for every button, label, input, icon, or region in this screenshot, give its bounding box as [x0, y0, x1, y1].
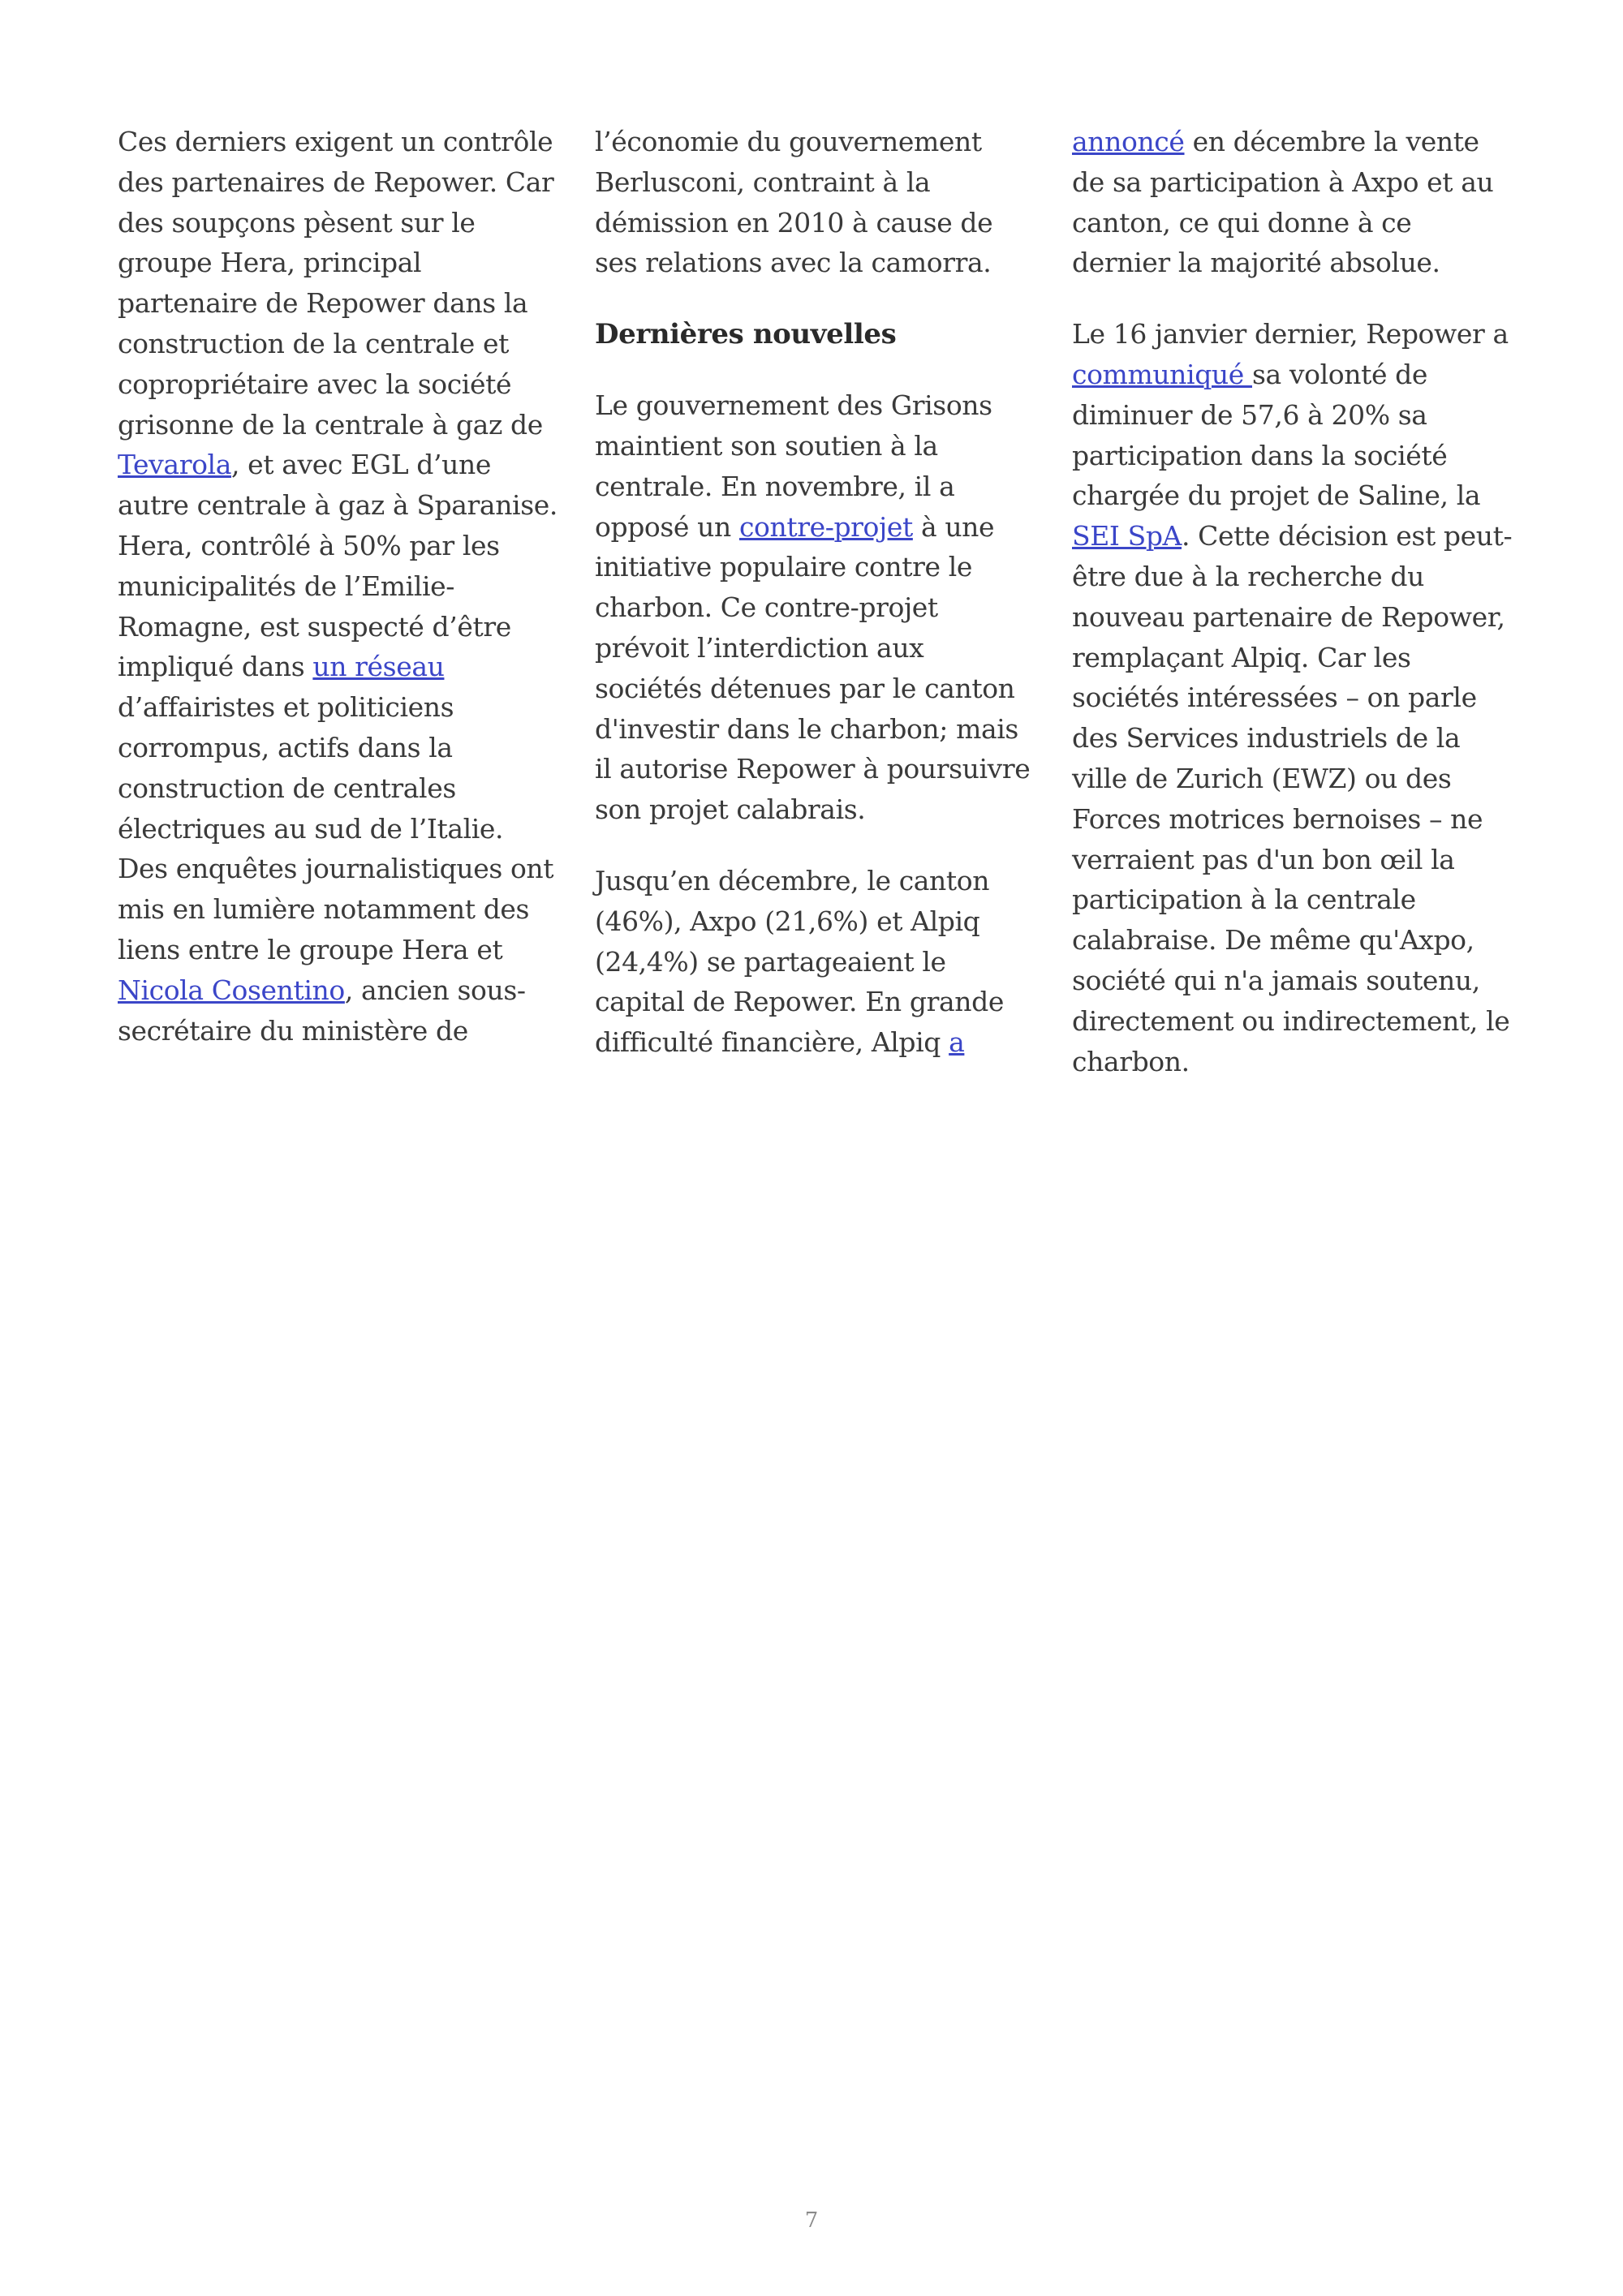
text-run: Le 16 janvier dernier, Repower a [1072, 318, 1509, 350]
text-run: Jusqu’en décembre, le canton (46%), Axpo (21,6%) et Alpiq (24,4%) se partageaient le capital de Repower. En grande difficulté financière, Alpiq [595, 864, 1004, 1059]
text-run: Ces derniers exigent un contrôle des partenaires de Repower. Car des soupçons pèsent sur le groupe Hera, principal partenaire de Repower dans la construction de la centrale et copropriétaire avec la société grisonne de la centrale à gaz de [118, 126, 554, 441]
link-annonce[interactable]: annoncé [1072, 126, 1185, 157]
paragraph [595, 861, 1037, 1063]
paragraph: l’économie du gouvernement Berlusconi, contraint à la démission en 2010 à cause de ses relations avec la camorra. [595, 126, 993, 279]
link-sei-spa[interactable]: SEI SpA [1072, 520, 1182, 553]
text-run: sa volonté de diminuer de 57,6 à 20% sa participation dans la société chargée du projet de Saline, la [1072, 358, 1481, 512]
link-communique[interactable]: communiqué [1072, 358, 1252, 390]
text-run: Le gouvernement des Grisons maintient son soutien à la centrale. En novembre, il a opposé un [595, 389, 992, 543]
paragraph [1072, 122, 1514, 283]
link-a[interactable]: a [949, 1026, 965, 1059]
text-run: à une initiative populaire contre le charbon. Ce contre-projet prévoit l’interdiction aux sociétés détenues par le canton d'investir dans le charbon; mais il autorise Repower à poursuivre son projet calabrais. [595, 510, 1031, 826]
link-tevarola[interactable]: Tevarola [118, 449, 231, 481]
page-number: 7 [804, 2208, 819, 2233]
link-un-reseau[interactable]: un réseau [312, 651, 445, 683]
text-column-2 [595, 122, 1037, 1094]
paragraph [595, 385, 1037, 830]
text-column-3 [1072, 122, 1514, 1112]
paragraph [1072, 314, 1514, 1081]
text-run: en décembre la vente de sa participation à Axpo et au canton, ce qui donne à ce dernier la majorité absolue. [1072, 126, 1494, 279]
paragraph [118, 122, 560, 1051]
section-heading: Dernières nouvelles [595, 318, 897, 351]
link-contre-projet[interactable]: contre-projet [738, 510, 913, 543]
text-column-1 [118, 122, 560, 1081]
text-run: , ancien sous-secrétaire du ministère de [118, 974, 526, 1047]
text-run: d’affairistes et politiciens corrompus, actifs dans la construction de centrales électriques au sud de l’Italie. Des enquêtes journalistiques ont mis en lumière notamment des liens entre le groupe Hera et [118, 691, 554, 965]
link-nicola-cosentino[interactable]: Nicola Cosentino [118, 974, 345, 1006]
text-run: . Cette décision est peut-être due à la recherche du nouveau partenaire de Repower, remplaçant Alpiq. Car les sociétés intéressées – on parle des Services industriels de la ville de Zurich (EWZ) ou des Forces motrices bernoises – ne verraient pas d'un bon œil la participation à la centrale calabraise. De même qu'Axpo, société qui n'a jamais soutenu, directement ou indirectement, le charbon. [1072, 520, 1513, 1077]
text-run: , et avec EGL d’une autre centrale à gaz à Sparanise. Hera, contrôlé à 50% par les municipalités de l’Emilie-Romagne, est suspecté d’être impliqué dans [118, 449, 558, 683]
